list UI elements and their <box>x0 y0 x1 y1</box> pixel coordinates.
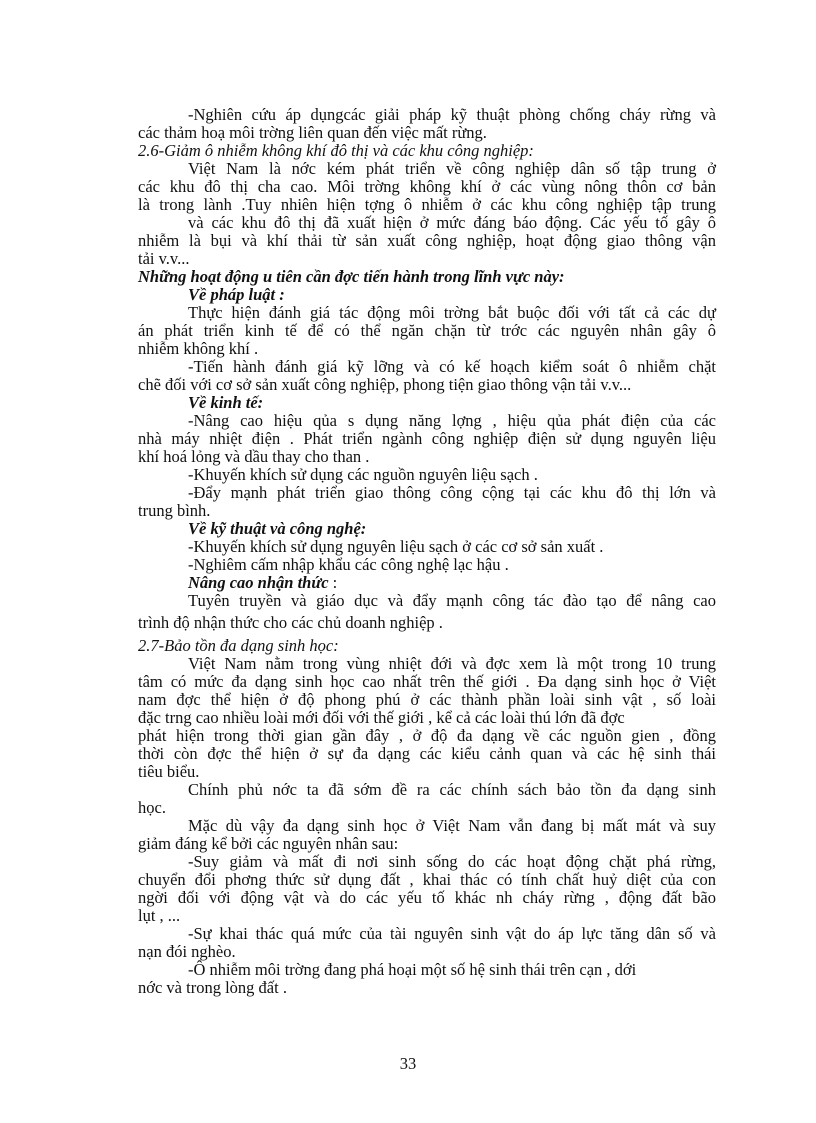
text-line <box>188 781 716 799</box>
line-text: Mặc dù vậy đa dạng sinh học ở Việt Nam vẫn đang bị mất mát và suy <box>188 816 716 835</box>
line-text: án phát triển kinh tế để có thể ngăn chặn từ trớc các nguyên nhân gây ô <box>138 321 716 340</box>
text-line <box>138 250 716 268</box>
line-text: Thực hiện đánh giá tác động môi trờng bắt buộc đối với tất cả các dự <box>188 303 716 322</box>
line-text: nhiễm không khí . <box>138 339 259 358</box>
line-text: -Nâng cao hiệu qủa s dụng năng lợng , hiệu qủa phát điện của các <box>188 411 716 430</box>
text-line <box>188 817 716 835</box>
line-text: các thảm hoạ môi trờng liên quan đến việc mất rừng. <box>138 123 487 142</box>
text-line <box>188 538 716 556</box>
text-line <box>188 556 716 574</box>
line-text: tải v.v... <box>138 249 190 268</box>
section-heading <box>138 637 716 655</box>
line-text: nhiễm là bụi và khí thải từ sản xuất công nghiệp, hoạt động giao thông vận <box>138 231 716 250</box>
line-text: Việt Nam nằm trong vùng nhiệt đới và đợc xem là một trong 10 trung <box>188 654 716 673</box>
line-text: phát hiện trong thời gian gần đây , ở độ đa dạng về các nguồn gien , đồng <box>138 726 716 745</box>
line-text: -Ô nhiễm môi trờng đang phá hoại một số hệ sinh thái trên cạn , dới <box>188 960 637 979</box>
text-line <box>138 727 716 745</box>
text-line <box>138 124 716 142</box>
line-text: trình độ nhận thức cho các chủ doanh nghiệp . <box>138 613 443 632</box>
line-text: -Đẩy mạnh phát triển giao thông công cộng tại các khu đô thị lớn và <box>188 483 716 502</box>
text-line <box>138 614 716 632</box>
text-line <box>138 448 716 466</box>
text-line <box>188 358 716 376</box>
line-text: trung bình. <box>138 501 211 520</box>
text-line <box>138 196 716 214</box>
line-text: lụt , ... <box>138 906 181 925</box>
text-line <box>188 484 716 502</box>
text-line <box>138 745 716 763</box>
text-line <box>138 907 716 925</box>
text-line <box>138 673 716 691</box>
line-text: -Tiến hành đánh giá kỹ lỡng và có kế hoạch kiểm soát ô nhiễm chặt <box>188 357 716 376</box>
text-line <box>188 466 716 484</box>
line-text: -Nghiêm cấm nhập khẩu các công nghệ lạc hậu . <box>188 555 509 574</box>
line-text: ngời đối với động vật và do các yếu tố khác nh cháy rừng , động đất bão <box>138 888 716 907</box>
text-line <box>138 709 716 727</box>
text-line <box>188 853 716 871</box>
line-text: thời còn đợc thể hiện ở sự đa dạng các kiểu cảnh quan và các hệ sinh thái <box>138 744 716 763</box>
text-line <box>188 961 716 979</box>
text-line <box>188 925 716 943</box>
subheading <box>188 520 716 538</box>
line-text: nhà máy nhiệt điện . Phát triển ngành công nghiệp điện sử dụng nguyên liệu <box>138 429 716 448</box>
line-text: -Nghiên cứu áp dụngcác giải pháp kỹ thuật phòng chống cháy rừng và <box>188 105 716 124</box>
line-text: học. <box>138 798 166 817</box>
line-text: tiêu biểu. <box>138 762 200 781</box>
subheading <box>188 286 716 304</box>
text-line <box>138 430 716 448</box>
text-line <box>188 160 716 178</box>
section-heading <box>138 142 716 160</box>
text-line <box>138 763 716 781</box>
line-text: 2.6-Giảm ô nhiễm không khí đô thị và các khu công nghiệp: <box>138 141 534 160</box>
text-line <box>188 304 716 322</box>
text-line <box>138 979 716 997</box>
text-line <box>138 871 716 889</box>
line-text: là trong lành .Tuy nhiên hiện tợng ô nhiễm ở các khu công nghiệp tập trung <box>138 195 716 214</box>
text-line <box>138 376 716 394</box>
text-line <box>138 322 716 340</box>
line-text: -Sự khai thác quá mức của tài nguyên sinh vật do áp lực tăng dân số và <box>188 924 716 943</box>
line-text: Tuyên truyền và giáo dục và đẩy mạnh công tác đào tạo để nâng cao <box>188 591 716 610</box>
line-text: tâm có mức đa dạng sinh học cao nhất trên thế giới . Đa dạng sinh học ở Việt <box>138 672 716 691</box>
line-text: Những hoạt động u tiên cần đợc tiến hành trong lĩnh vực này: <box>138 267 565 286</box>
text-line <box>188 655 716 673</box>
line-text: Về kinh tế: <box>188 393 264 412</box>
text-line <box>138 340 716 358</box>
text-line <box>188 106 716 124</box>
text-line <box>138 835 716 853</box>
line-text: Về pháp luật : <box>188 285 285 304</box>
line-text: Chính phủ nớc ta đã sớm đề ra các chính sách bảo tồn đa dạng sinh <box>188 780 716 799</box>
text-line <box>138 889 716 907</box>
text-line <box>188 214 716 232</box>
line-text: khí hoá lỏng và dầu thay cho than . <box>138 447 370 466</box>
text-line <box>138 232 716 250</box>
line-suffix: : <box>328 573 338 592</box>
line-text: đặc trng cao nhiều loài mới đối với thế giới , kể cả các loài thú lớn đã đợc <box>138 708 625 727</box>
line-text: nam đợc thể hiện ở độ phong phú ở các thành phần loài sinh vật , số loài <box>138 690 716 709</box>
line-text: nạn đói nghèo. <box>138 942 236 961</box>
line-text: nớc và trong lòng đất . <box>138 978 287 997</box>
text-line <box>138 799 716 817</box>
subheading <box>188 394 716 412</box>
line-text: Việt Nam là nớc kém phát triển về công nghiệp dân số tập trung ở <box>188 159 716 178</box>
line-text: -Suy giảm và mất đi nơi sinh sống do các hoạt động chặt phá rừng, <box>188 852 716 871</box>
text-line <box>138 691 716 709</box>
line-text: Về kỹ thuật và công nghệ: <box>188 519 367 538</box>
line-text: Nâng cao nhận thức <box>188 573 329 592</box>
line-text: chẽ đối với cơ sở sản xuất công nghiệp, phong tiện giao thông vận tải v.v... <box>138 375 632 394</box>
text-line <box>138 178 716 196</box>
line-text: -Khuyến khích sử dụng nguyên liệu sạch ở các cơ sở sản xuất . <box>188 537 604 556</box>
line-text: các khu đô thị cha cao. Môi trờng không khí ở các vùng nông thôn cơ bản <box>138 177 716 196</box>
line-text: chuyển đổi phơng thức sử dụng đất , khai thác có tính chất huỷ diệt của con <box>138 870 716 889</box>
line-text: giảm đáng kể bởi các nguyên nhân sau: <box>138 834 399 853</box>
text-line <box>188 592 716 610</box>
page-number: 33 <box>399 1054 417 1073</box>
text-line <box>138 502 716 520</box>
text-line <box>188 412 716 430</box>
subheading <box>188 574 716 592</box>
line-text: -Khuyến khích sử dụng các nguồn nguyên liệu sạch . <box>188 465 538 484</box>
line-text: và các khu đô thị đã xuất hiện ở mức đáng báo động. Các yếu tố gây ô <box>188 213 716 232</box>
line-text: 2.7-Bảo tồn đa dạng sinh học: <box>138 636 339 655</box>
subheading <box>138 268 716 286</box>
text-line <box>138 943 716 961</box>
